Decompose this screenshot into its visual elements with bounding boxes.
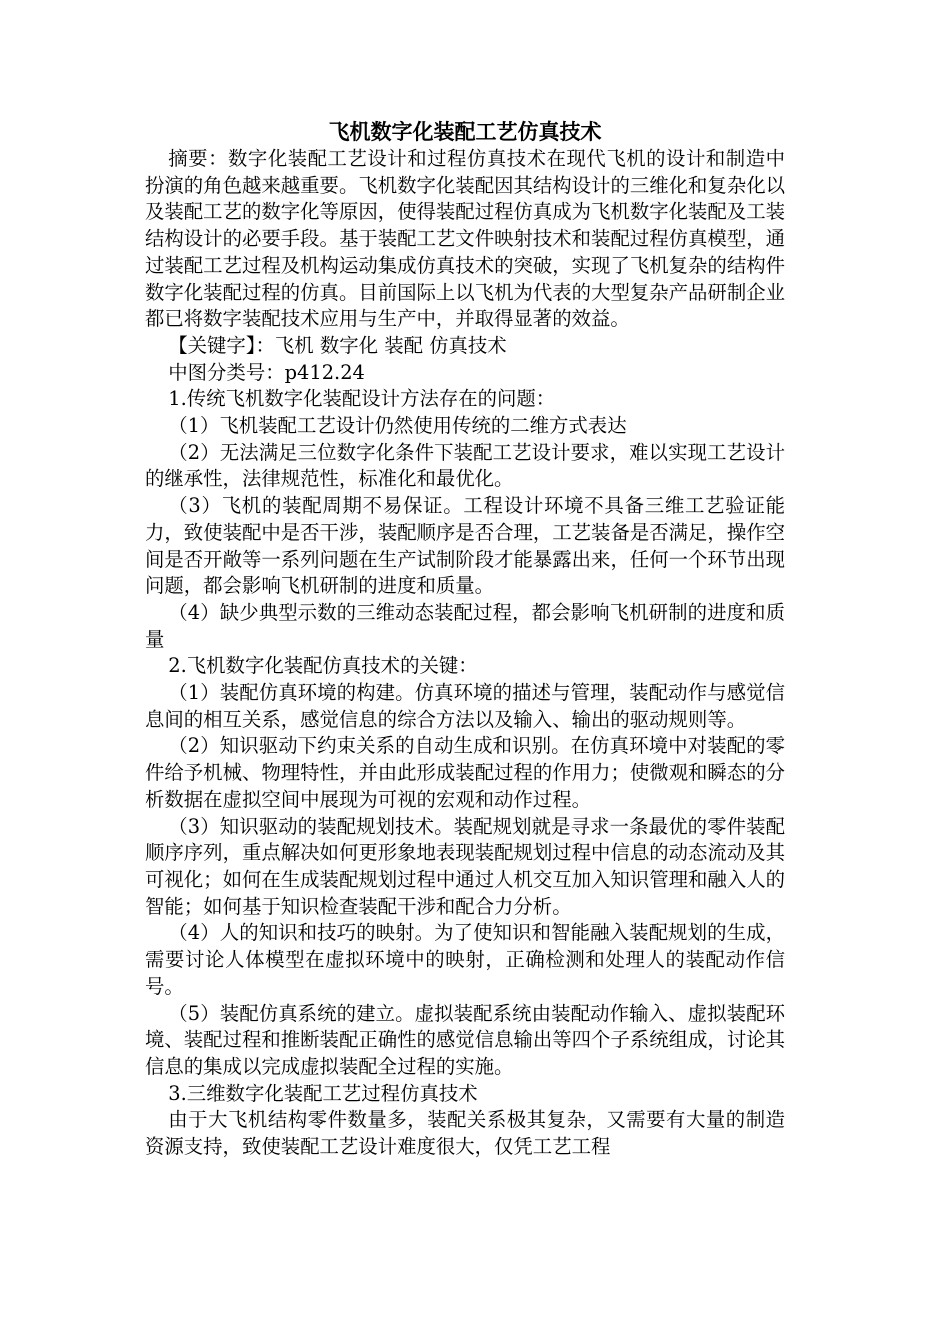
list-item: （3）知识驱动的装配规划技术。装配规划就是寻求一条最优的零件装配顺序序列，重点解决如何更形象地表现装配规划过程中信息的动态流动及其可视化；如何在生成装配规划过程中通过人机交互加入知识管理和融入人的智能；如何基于知识检查装配干涉和配合力分析。	[145, 814, 785, 918]
section-heading-2: 2.飞机数字化装配仿真技术的关键：	[168, 654, 478, 678]
abstract-paragraph: 摘要：数字化装配工艺设计和过程仿真技术在现代飞机的设计和制造中扮演的角色越来越重要。飞机数字化装配因其结构设计的三维化和复杂化以及装配工艺的数字化等原因，使得装配过程仿真成为飞机数字化装配及工装结构设计的必要手段。基于装配工艺文件映射技术和装配过程仿真模型，通过装配工艺过程及机构运动集成仿真技术的突破，实现了飞机复杂的结构件数字化装配过程的仿真。目前国际上以飞机为代表的大型复杂产品研制企业都已将数字装配技术应用与生产中，并取得显著的效益。	[145, 147, 785, 331]
keywords-line: 【关键字】：飞机 数字化 装配 仿真技术	[168, 333, 507, 357]
list-item: （5）装配仿真系统的建立。虚拟装配系统由装配动作输入、虚拟装配环境、装配过程和推断装配正确性的感觉信息输出等四个子系统组成，讨论其信息的集成以完成虚拟装配全过程的实施。	[145, 1001, 785, 1078]
section-heading-1: 1.传统飞机数字化装配设计方法存在的问题：	[168, 387, 556, 411]
list-item: （1）装配仿真环境的构建。仿真环境的描述与管理，装配动作与感觉信息间的相互关系，感觉信息的综合方法以及输入、输出的驱动规则等。	[145, 681, 785, 731]
list-item: （3）飞机的装配周期不易保证。工程设计环境不具备三维工艺验证能力，致使装配中是否干涉，装配顺序是否合理，工艺装备是否满足，操作空间是否开敞等一系列问题在生产试制阶段才能暴露出来，任何一个环节出现问题，都会影响飞机研制的进度和质量。	[145, 494, 785, 598]
section-heading-3: 3.三维数字化装配工艺过程仿真技术	[168, 1081, 478, 1105]
list-item: （2）知识驱动下约束关系的自动生成和识别。在仿真环境中对装配的零件给予机械、物理特性，并由此形成装配过程的作用力；使微观和瞬态的分析数据在虚拟空间中展现为可视的宏观和动作过程。	[145, 734, 785, 811]
list-item: （2）无法满足三位数字化条件下装配工艺设计要求，难以实现工艺设计的继承性，法律规范性，标准化和最优化。	[145, 440, 785, 491]
list-item: （4）人的知识和技巧的映射。为了使知识和智能融入装配规划的生成，需要讨论人体模型在虚拟环境中的映射，正确检测和处理人的装配动作信号。	[145, 921, 785, 998]
document-body	[145, 118, 785, 1161]
list-item: （1）飞机装配工艺设计仍然使用传统的二维方式表达	[168, 414, 627, 438]
document-title: 飞机数字化装配工艺仿真技术	[328, 119, 602, 144]
classification-line: 中图分类号：p412.24	[168, 360, 365, 384]
list-item: （4）缺少典型示数的三维动态装配过程，都会影响飞机研制的进度和质量	[145, 600, 785, 651]
body-paragraph: 由于大飞机结构零件数量多，装配关系极其复杂，又需要有大量的制造资源支持，致使装配工艺设计难度很大，仅凭工艺工程	[145, 1108, 785, 1159]
